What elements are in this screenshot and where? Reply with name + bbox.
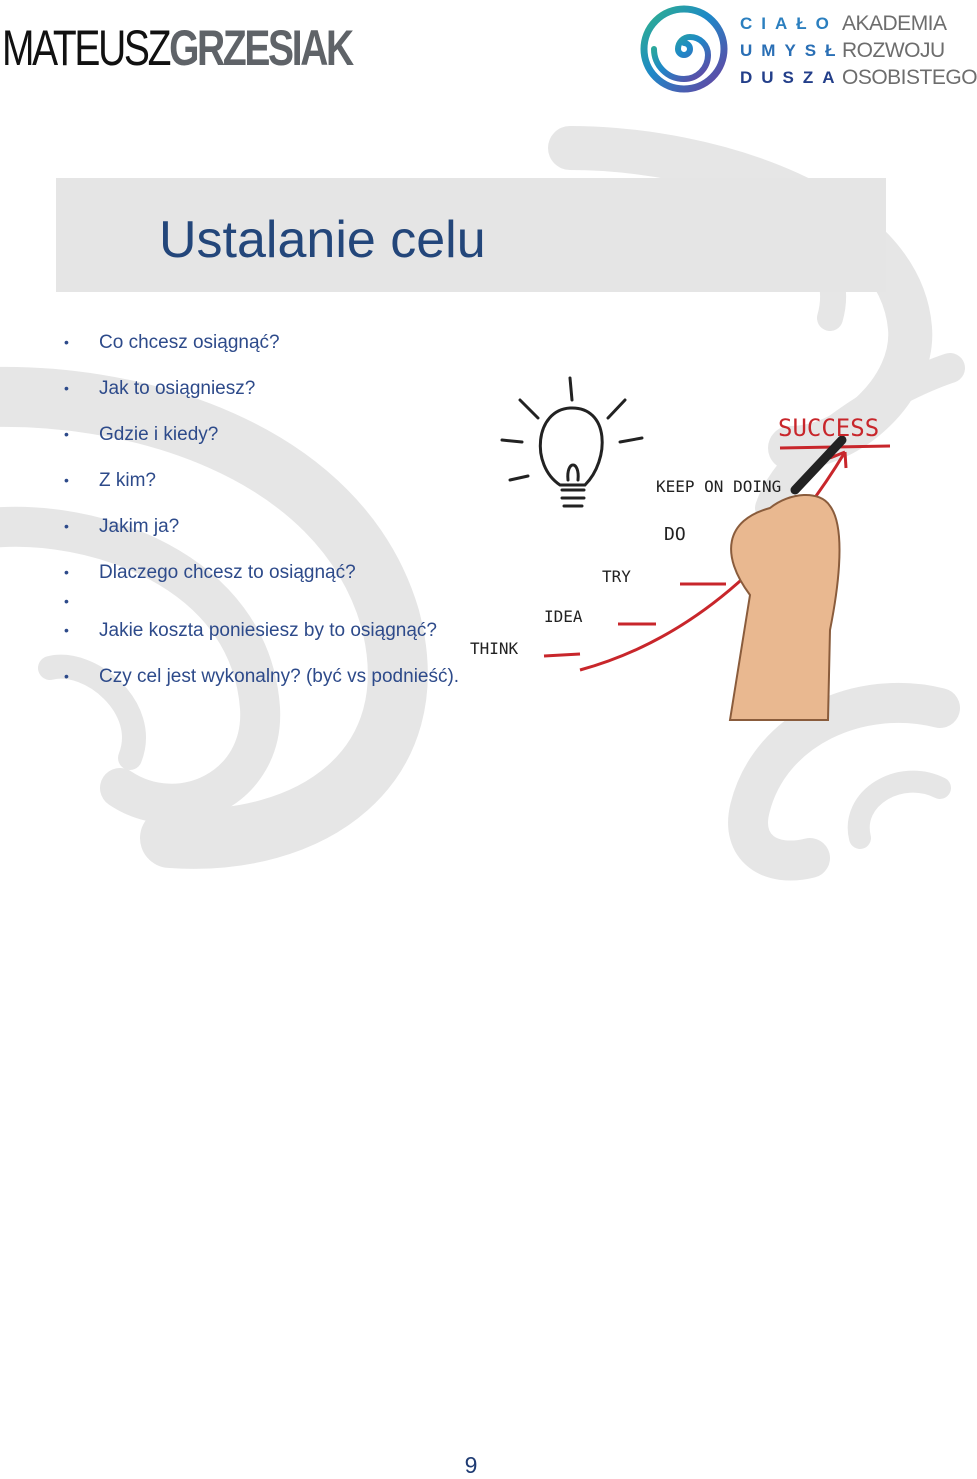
slide-image xyxy=(10,148,932,840)
logo-tagline-1: AKADEMIA xyxy=(842,12,947,35)
light-bulb-icon xyxy=(502,378,642,506)
list-item: • Dlaczego chcesz to osiągnąć? xyxy=(64,562,356,583)
label-success: SUCCESS xyxy=(778,414,880,442)
label-do: DO xyxy=(664,524,686,545)
author-first-name: MATEUSZ xyxy=(2,20,170,76)
list-item: • Jakie koszta poniesiesz by to osiągnąć? xyxy=(64,620,437,641)
list-item: • Co chcesz osiągnąć? xyxy=(64,332,280,353)
logo-word-mind: UMYSŁ xyxy=(740,41,845,60)
spiral-logo-icon xyxy=(640,2,728,96)
label-try: TRY xyxy=(602,567,631,586)
logo-tagline-3: OSOBISTEGO xyxy=(842,66,977,89)
logo-tagline-2: ROZWOJU xyxy=(842,39,945,62)
author-wordmark xyxy=(2,22,352,74)
label-idea: IDEA xyxy=(544,607,583,626)
author-last-name: GRZESIAK xyxy=(169,20,352,76)
list-item: • Gdzie i kiedy? xyxy=(64,424,219,445)
logo-word-body: CIAŁO xyxy=(740,14,838,33)
list-item-empty: • xyxy=(64,593,69,609)
list-item: • Jakim ja? xyxy=(64,516,180,537)
success-illustration xyxy=(450,380,900,725)
bullet-list xyxy=(64,334,484,714)
label-think: THINK xyxy=(470,639,519,658)
list-item: • Jak to osiągniesz? xyxy=(64,378,256,399)
page-number: 9 xyxy=(464,1452,478,1478)
list-item: • Czy cel jest wykonalny? (być vs podnieść). xyxy=(64,666,460,687)
title-band xyxy=(56,178,886,292)
label-keep-on-doing: KEEP ON DOING xyxy=(656,477,782,496)
academy-logo xyxy=(640,2,977,96)
list-item: • Z kim? xyxy=(64,470,156,491)
slide-title: Ustalanie celu xyxy=(159,211,486,269)
logo-word-soul: DUSZA xyxy=(740,68,844,87)
